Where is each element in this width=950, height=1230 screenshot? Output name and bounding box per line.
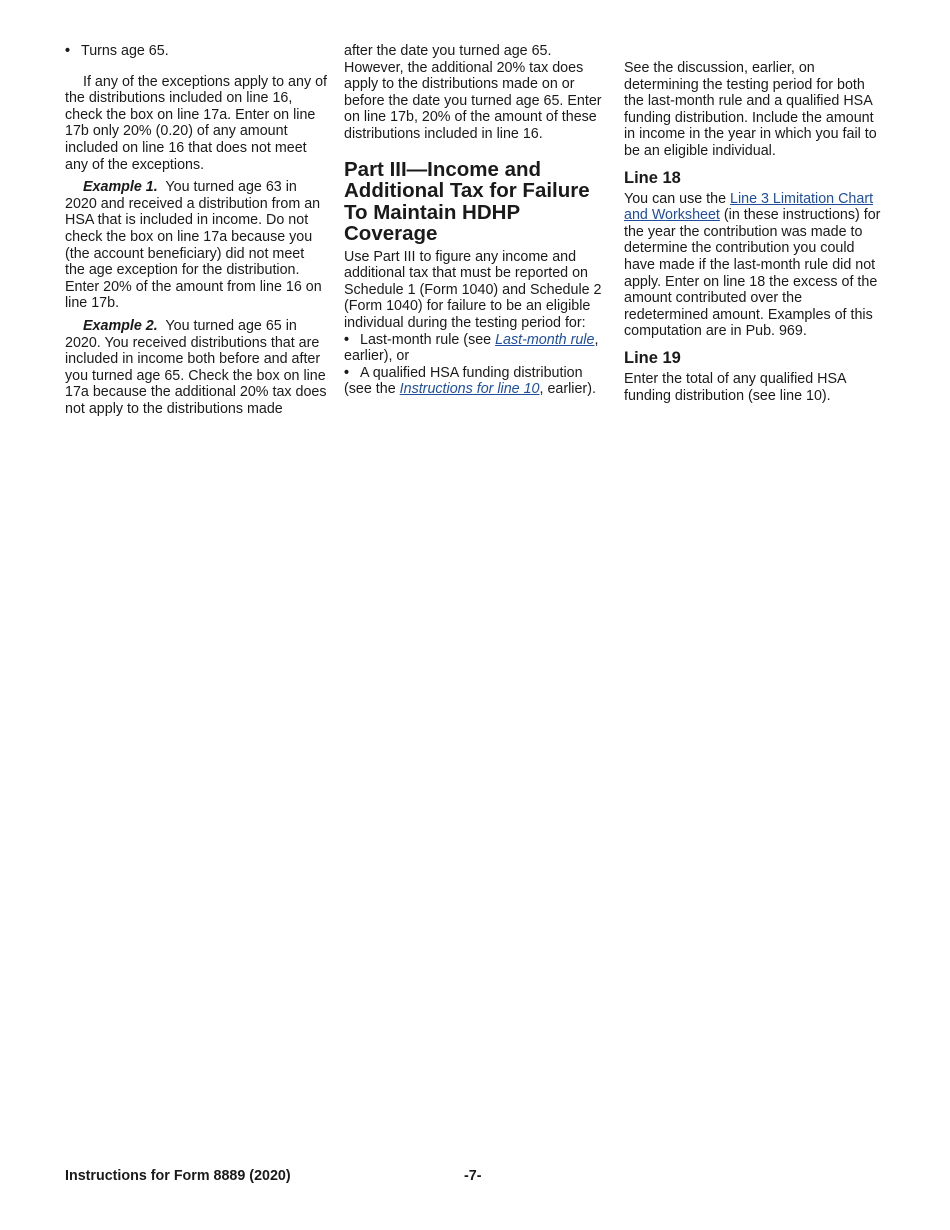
line-18-heading: Line 18 <box>624 168 681 187</box>
column-3 <box>624 43 886 404</box>
instructions-line-10-link[interactable]: Instructions for line 10 <box>399 381 540 398</box>
limitation-chart-link[interactable]: Line 3 Limitation Chart and Worksheet <box>624 190 874 224</box>
column-1 <box>65 43 327 417</box>
example-1-text: You turned age 63 in 2020 and received a distribution from an HSA that is included in income. Do not check the box on line 17a because you (the account beneficiary) did not meet the age exception for the distribution. Enter 20% of the amount from line 16 on line 17b. <box>65 179 322 312</box>
bullet-last-month-rule <box>344 332 606 365</box>
example-2-continuation: after the date you turned age 65. However, the additional 20% tax does apply to the distributions made on or before the date you turned age 65. Enter on line 17b, 20% of the amount of these distributions included in line 16. <box>344 43 602 142</box>
line-19-paragraph: Enter the total of any qualified HSA funding distribution (see line 10). <box>624 370 846 404</box>
line-18-suffix: (in these instructions) for the year the contribution was made to determine the contribution you could have made if the last-month rule did not apply. Enter on line 18 the excess of the amount contributed over the redetermined amount. Examples of this computation are in Pub. 969. <box>624 207 881 340</box>
line-18-paragraph <box>624 191 886 340</box>
column-2 <box>344 43 606 398</box>
example-1-label: Example 1. <box>83 179 158 196</box>
example-2-text: You turned age 65 in 2020. You received distributions that are included in income both before and after you turned age 65. Check the box on line 17a because the additional 20% tax does not apply to the distributions made <box>65 317 327 417</box>
bullet-1-prefix: Last-month rule (see <box>360 331 496 348</box>
footer-form-title: Instructions for Form 8889 (2020) <box>65 1168 291 1184</box>
bullet-1-suffix: , earlier), or <box>344 331 599 365</box>
line-18-prefix: You can use the <box>624 190 730 207</box>
example-2-paragraph <box>65 318 327 418</box>
part-3-intro: Use Part III to figure any income and additional tax that must be reported on Schedule 1 (Form 1040) and Schedule 2 (Form 1040) for failure to be an eligible individual during the testing period for: <box>344 248 602 331</box>
bullet-hsa-funding <box>344 365 606 398</box>
example-1-paragraph <box>65 179 327 312</box>
bullet-text: Turns age 65. <box>81 43 169 59</box>
line-19-heading: Line 19 <box>624 348 681 367</box>
bullet-2-suffix: , earlier). <box>539 381 596 398</box>
last-month-rule-link[interactable]: Last-month rule <box>495 331 595 348</box>
example-2-label: Example 2. <box>83 317 158 334</box>
bullet-2-prefix: A qualified HSA funding distribution (see the <box>344 364 583 398</box>
bullet-dot: • <box>344 364 350 381</box>
footer-page-number: -7- <box>464 1168 482 1184</box>
testing-period-discussion: See the discussion, earlier, on determining the testing period for both the last-month rule and a qualified HSA funding distribution. Include the amount in income in the year in which you fail to be an eligible individual. <box>624 60 877 159</box>
bullet-dot: • <box>65 43 71 59</box>
exceptions-paragraph: If any of the exceptions apply to any of the distributions included on line 16, check the box on line 17a. Enter on line 17b only 20% (0.20) of any amount included on line 16 that does not meet any of the exceptions. <box>65 73 327 173</box>
bullet-dot: • <box>344 331 350 348</box>
bullet-turns-65 <box>65 43 327 60</box>
part-3-heading: Part III—Income and Additional Tax for Failure To Maintain HDHP Coverage <box>344 157 590 246</box>
